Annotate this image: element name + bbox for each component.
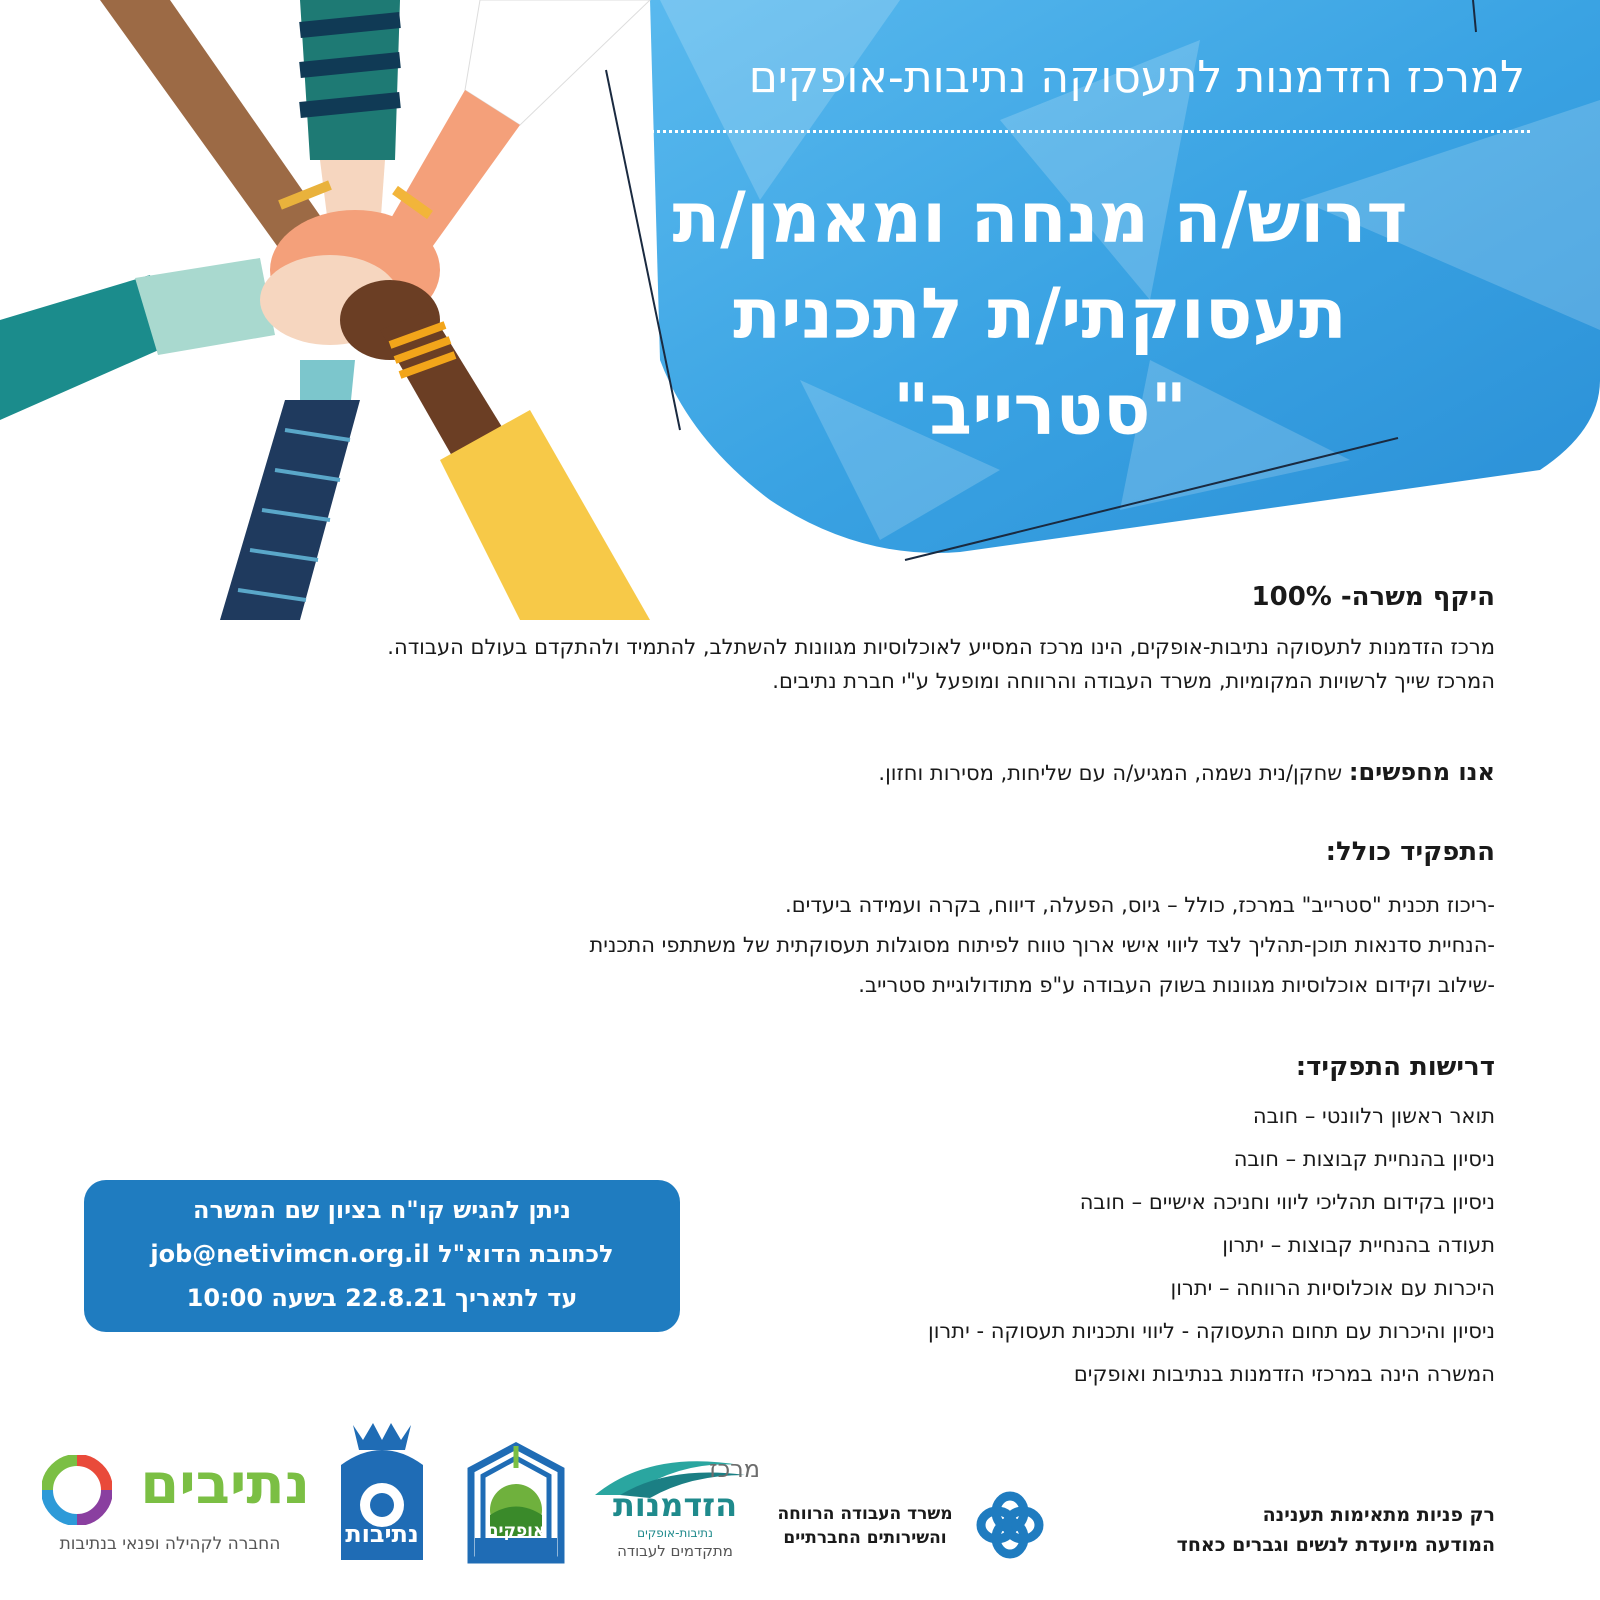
ministry-logo-text xyxy=(760,1502,970,1550)
requirement-item: ניסיון בהנחיית קבוצות – חובה xyxy=(1233,1147,1495,1171)
intro-line: מרכז הזדמנות לתעסוקה נתיבות-אופקים, הינו מרכז המסייע לאוכלוסיות מגוונות להשתלב, להתמיד ולהתקדם בעולם העבודה. xyxy=(387,635,1495,659)
hizdamnut-tag: מתקדמים לעבודה xyxy=(617,1542,733,1560)
ministry-knot-icon xyxy=(975,1490,1045,1560)
hero-title-line-1: דרוש/ה מנחה ומאמן/ת xyxy=(672,177,1408,259)
ministry-name-line-1: משרד העבודה הרווחה xyxy=(777,1504,953,1524)
role-item: -הנחיית סדנאות תוכן-תהליך לצד ליווי אישי ארוך טווח לפיתוח מסוגלות תעסוקתית של משתתפי התכנית xyxy=(589,933,1495,957)
requirement-item: ניסיון והיכרות עם תחום התעסוקה - ליווי ותכניות תעסוקה - יתרון xyxy=(927,1319,1495,1343)
netivim-wordmark: נתיבים xyxy=(140,1452,310,1517)
intro-paragraph xyxy=(105,630,1495,698)
dotted-divider xyxy=(640,130,1530,133)
role-heading: התפקיד כולל: xyxy=(1325,837,1495,867)
apply-info-box xyxy=(84,1180,680,1332)
job-scope: היקף משרה- 100% xyxy=(1251,582,1495,612)
requirement-item: תעודה בהנחיית קבוצות – יתרון xyxy=(1222,1233,1495,1257)
hero-title-line-3: "סטרייב" xyxy=(892,369,1188,451)
netivim-tagline: החברה לקהילה ופנאי בנתיבות xyxy=(59,1534,281,1554)
seeking-label: אנו מחפשים: xyxy=(1348,758,1495,786)
intro-line: המרכז שייך לרשויות המקומיות, משרד העבודה והרווחה ומופעל ע"י חברת נתיבים. xyxy=(772,669,1495,693)
apply-line-1: ניתן להגיש קו"ח בציון שם המשרה xyxy=(193,1196,571,1224)
footer-note-line-2: המודעה מיועדת לנשים וגברים כאחד xyxy=(1176,1534,1495,1556)
role-item: -ריכוז תכנית "סטרייב" במרכז, כולל – גיוס, הפעלה, דיווח, בקרה ועמידה ביעדים. xyxy=(785,893,1495,917)
footer-note-line-1: רק פניות מתאימות תענינה xyxy=(1262,1504,1495,1526)
requirement-item: היכרות עם אוכלוסיות הרווחה – יתרון xyxy=(1170,1276,1495,1300)
role-list xyxy=(345,885,1495,1005)
role-item: -שילוב וקידום אוכלוסיות מגוונות בשוק העבודה ע"פ מתודולוגיית סטרייב. xyxy=(858,973,1495,997)
requirements-heading: דרישות התפקיד: xyxy=(1295,1052,1495,1082)
hizdamnut-main: הזדמנות xyxy=(612,1486,738,1524)
requirement-item: תואר ראשון רלוונטי – חובה xyxy=(1252,1104,1495,1128)
apply-email-line[interactable]: לכתובת הדוא"ל job@netivimcn.org.il xyxy=(150,1240,614,1268)
ofakim-label: אופקים xyxy=(486,1521,546,1541)
hizdamnut-sub: נתיבות-אופקים xyxy=(637,1526,713,1540)
hero-subtitle: למרכז הזדמנות לתעסוקה נתיבות-אופקים xyxy=(748,52,1525,103)
netivot-label: נתיבות xyxy=(345,1520,419,1548)
ministry-name-line-2: והשירותים החברתיים xyxy=(783,1528,947,1548)
apply-deadline: עד לתאריך 22.8.21 בשעה 10:00 xyxy=(186,1284,578,1312)
requirement-item: המשרה הינה במרכזי הזדמנות בנתיבות ואופקים xyxy=(1073,1362,1495,1386)
hero-title xyxy=(580,170,1500,458)
requirement-item: ניסיון בקידום תהליכי ליווי וחניכה אישיים – חובה xyxy=(1079,1190,1495,1214)
ofakim-emblem-icon xyxy=(465,1440,567,1565)
seeking-line xyxy=(878,755,1495,790)
requirements-list xyxy=(928,1095,1495,1396)
hizdamnut-top: מרכז xyxy=(709,1455,760,1483)
netivim-ring-icon xyxy=(42,1455,112,1525)
seeking-text: שחקן/נית נשמה, המגיע/ה עם שליחות, מסירות וחזון. xyxy=(878,761,1349,785)
hero-title-line-2: תעסוקתי/ת לתכנית xyxy=(733,273,1347,355)
stacked-hands-icon xyxy=(0,0,650,620)
footer-note xyxy=(1177,1500,1495,1560)
